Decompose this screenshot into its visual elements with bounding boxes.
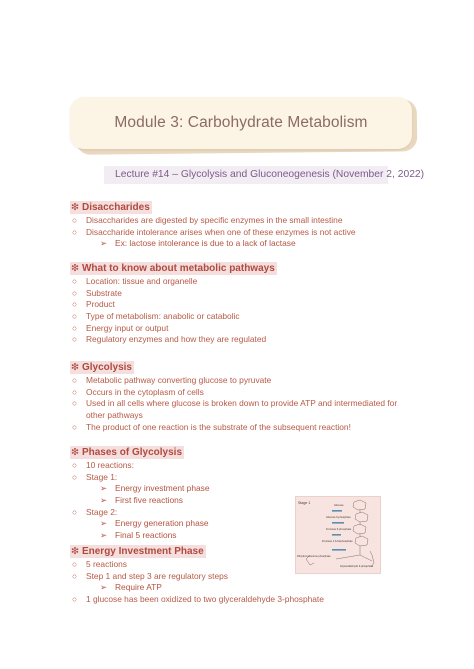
list-item: ○ Product	[72, 299, 115, 310]
section-heading: ❇ Glycolysis	[71, 362, 132, 373]
list-item: ○ Substrate	[72, 287, 122, 298]
section-heading: ❇ What to know about metabolic pathways	[71, 263, 275, 274]
figure-label: Glucose	[334, 504, 344, 507]
star-icon: ❇	[71, 202, 79, 213]
list-item: ○ Metabolic pathway converting glucose to pyruvate	[72, 375, 272, 385]
list-item: ○ 5 reactions	[72, 559, 127, 569]
section-heading: ❇ Energy Investment Phase	[71, 546, 204, 557]
arrow-bullet-icon: ➢	[100, 495, 108, 506]
section-metabolic-pathways	[70, 258, 430, 346]
circle-bullet-icon: ○	[72, 299, 78, 310]
circle-bullet-icon: ○	[72, 506, 78, 517]
list-item: ○ Disaccharide intolerance arises when one of these enzymes is not active	[72, 226, 356, 237]
arrow-bullet-icon: ➢	[100, 483, 108, 494]
glycolysis-figure	[295, 496, 381, 574]
sub-list-item: ➢ First five reactions	[100, 495, 183, 506]
circle-bullet-icon: ○	[72, 398, 78, 409]
list-item: ○ 1 glucose has been oxidized to two glyceraldehyde 3-phosphate	[72, 594, 324, 605]
sub-list-item: ➢ Energy investment phase	[100, 483, 210, 494]
list-item: ○ Disaccharides are digested by specific enzymes in the small intestine	[72, 215, 343, 225]
list-item: ○ Location: tissue and organelle	[72, 276, 198, 286]
figure-label: Dihydroxyacetone phosphate	[297, 555, 331, 558]
list-item: ○ Energy input or output	[72, 322, 169, 333]
circle-bullet-icon: ○	[72, 215, 78, 225]
section-heading: ❇ Disaccharides	[71, 202, 150, 213]
circle-bullet-icon: ○	[72, 322, 78, 333]
circle-bullet-icon: ○	[72, 570, 78, 581]
figure-label: Fructose 1,6-bisphosphate	[322, 540, 353, 543]
circle-bullet-icon: ○	[72, 334, 78, 345]
sub-list-item: ➢ Require ATP	[100, 582, 162, 593]
sub-list-item: ➢ Energy generation phase	[100, 518, 209, 529]
section-glycolysis	[70, 357, 430, 433]
glycolysis-diagram	[296, 497, 380, 573]
circle-bullet-icon: ○	[72, 276, 78, 286]
circle-bullet-icon: ○	[72, 421, 78, 432]
arrow-bullet-icon: ➢	[100, 582, 108, 593]
figure-label: Glyceraldehyde 3-phosphate	[340, 565, 374, 568]
list-item: ○ Step 1 and step 3 are regulatory steps	[72, 570, 228, 581]
section-disaccharides	[70, 197, 430, 250]
circle-bullet-icon: ○	[72, 386, 78, 397]
circle-bullet-icon: ○	[72, 287, 78, 298]
figure-label: Glucose 6-phosphate	[326, 516, 351, 519]
star-icon: ❇	[71, 447, 79, 458]
star-icon: ❇	[71, 263, 79, 274]
list-item: ○ Used in all cells where glucose is broken down to provide ATP and intermediated for other pathways	[72, 398, 398, 421]
sub-list-item: ➢ Final 5 reactions	[100, 530, 177, 541]
circle-bullet-icon: ○	[72, 460, 78, 470]
circle-bullet-icon: ○	[72, 375, 78, 385]
sub-list-item: ➢ Ex: lactose intolerance is due to a lack of lactase	[100, 238, 296, 249]
list-item: ○ Stage 2:	[72, 506, 118, 517]
circle-bullet-icon: ○	[72, 311, 78, 322]
section-heading: ❇ Phases of Glycolysis	[71, 447, 183, 458]
list-item: ○ Regulatory enzymes and how they are regulated	[72, 334, 267, 345]
arrow-bullet-icon: ➢	[100, 530, 108, 541]
arrow-bullet-icon: ➢	[100, 238, 108, 249]
arrow-bullet-icon: ➢	[100, 518, 108, 529]
circle-bullet-icon: ○	[72, 471, 78, 482]
circle-bullet-icon: ○	[72, 559, 78, 569]
list-item: ○ Stage 1:	[72, 471, 118, 482]
circle-bullet-icon: ○	[72, 226, 78, 237]
list-item: ○ 10 reactions:	[72, 460, 134, 470]
lecture-subtitle: Lecture #14 – Glycolysis and Gluconeogenesis (November 2, 2022)	[104, 166, 388, 184]
figure-stage-label: Stage 1	[298, 501, 311, 505]
list-item: ○ Occurs in the cytoplasm of cells	[72, 386, 204, 397]
star-icon: ❇	[71, 362, 79, 373]
star-icon: ❇	[71, 546, 79, 557]
list-item: ○ The product of one reaction is the substrate of the subsequent reaction!	[72, 421, 351, 432]
figure-label: Fructose 6-phosphate	[326, 528, 352, 531]
circle-bullet-icon: ○	[72, 594, 78, 605]
title-banner	[70, 97, 412, 149]
page-title: Module 3: Carbohydrate Metabolism	[114, 114, 368, 131]
list-item: ○ Type of metabolism: anabolic or catabolic	[72, 311, 240, 322]
